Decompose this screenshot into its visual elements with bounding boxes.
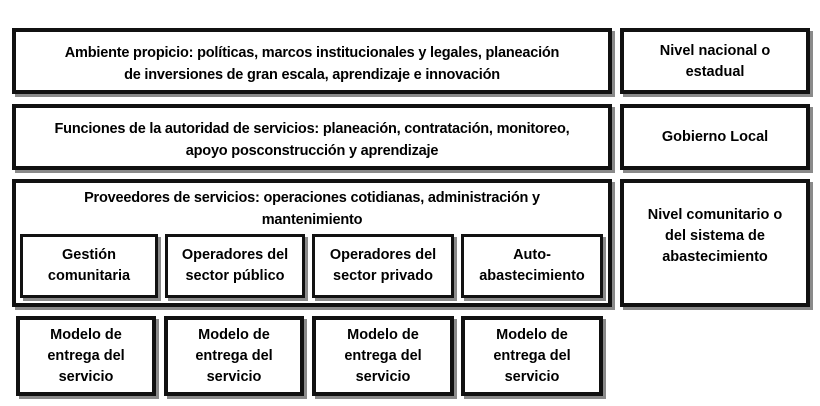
delivery-model-box: Modelo de entrega del servicio bbox=[312, 316, 454, 396]
delivery-model-box: Modelo de entrega del servicio bbox=[164, 316, 304, 396]
enabling-environment-box bbox=[12, 28, 612, 94]
provider-type-box: Operadores del sector privado bbox=[312, 234, 454, 298]
level-local-box bbox=[620, 104, 810, 170]
provider-type-box: Operadores del sector público bbox=[165, 234, 305, 298]
level-community-box bbox=[620, 179, 810, 307]
provider-type-box: Auto-abastecimiento bbox=[461, 234, 603, 298]
level-national-box bbox=[620, 28, 810, 94]
service-authority-box bbox=[12, 104, 612, 170]
enabling-environment-text: Ambiente propicio: políticas, marcos institucionales y legales, planeación de inversiones de gran escala, aprendizaje e innovación bbox=[64, 45, 560, 83]
provider-type-box: Gestión comunitaria bbox=[20, 234, 158, 298]
delivery-model-box: Modelo de entrega del servicio bbox=[461, 316, 603, 396]
delivery-model-box: Modelo de entrega del servicio bbox=[16, 316, 156, 396]
service-providers-text: Proveedores de servicios: operaciones cotidianas, administración y mantenimiento bbox=[84, 190, 540, 228]
service-authority-text: Funciones de la autoridad de servicios: planeación, contratación, monitoreo, apoyo posconstrucción y aprendizaje bbox=[54, 121, 570, 159]
level-local-label: Gobierno Local bbox=[661, 128, 769, 145]
level-national-label: Nivel nacional o estadual bbox=[659, 43, 771, 80]
level-community-label: Nivel comunitario o del sistema de abastecimiento bbox=[647, 206, 783, 265]
